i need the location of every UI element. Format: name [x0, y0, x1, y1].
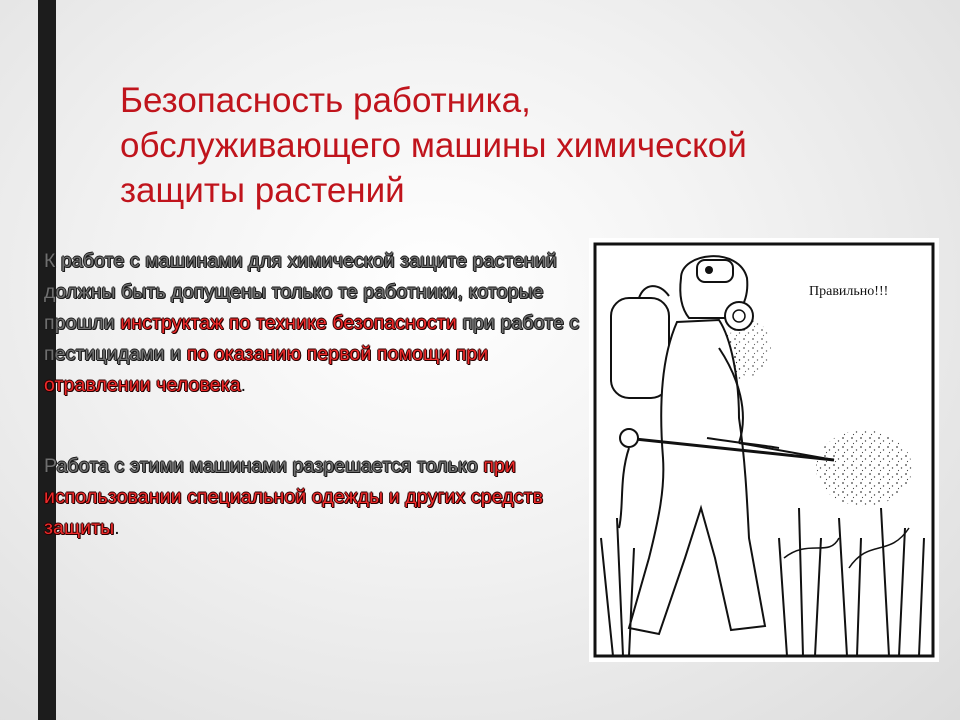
title-line: Безопасность работника, — [120, 81, 531, 120]
worker-spraying-pesticide-illustration — [589, 238, 939, 662]
figure-caption: Правильно!!! — [809, 284, 889, 299]
title-line: обслуживающего машины химической — [120, 126, 747, 165]
slide-title — [120, 78, 900, 213]
text-segment: Работа с этими машинами разрешается только — [44, 455, 484, 477]
highlight-segment: при использовании специальной одежды и других средств защиты — [44, 455, 544, 539]
paragraph-protective-gear — [44, 451, 584, 544]
illustration-drawing — [589, 238, 939, 662]
text-segment: при работе с пестицидами и — [44, 312, 580, 365]
highlight-segment: по оказанию первой помощи при отравлении человека — [44, 343, 489, 396]
highlight-segment: инструктаж по технике безопасности — [120, 312, 457, 334]
text-segment: К работе с машинами для химической защите растений должны быть допущены только те работники, которые прошли — [44, 250, 557, 334]
text-segment: . — [240, 374, 247, 396]
slide-body — [44, 246, 584, 594]
title-line: защиты растений — [120, 171, 405, 210]
paragraph-admission-rules — [44, 246, 584, 401]
text-segment: . — [114, 517, 120, 539]
